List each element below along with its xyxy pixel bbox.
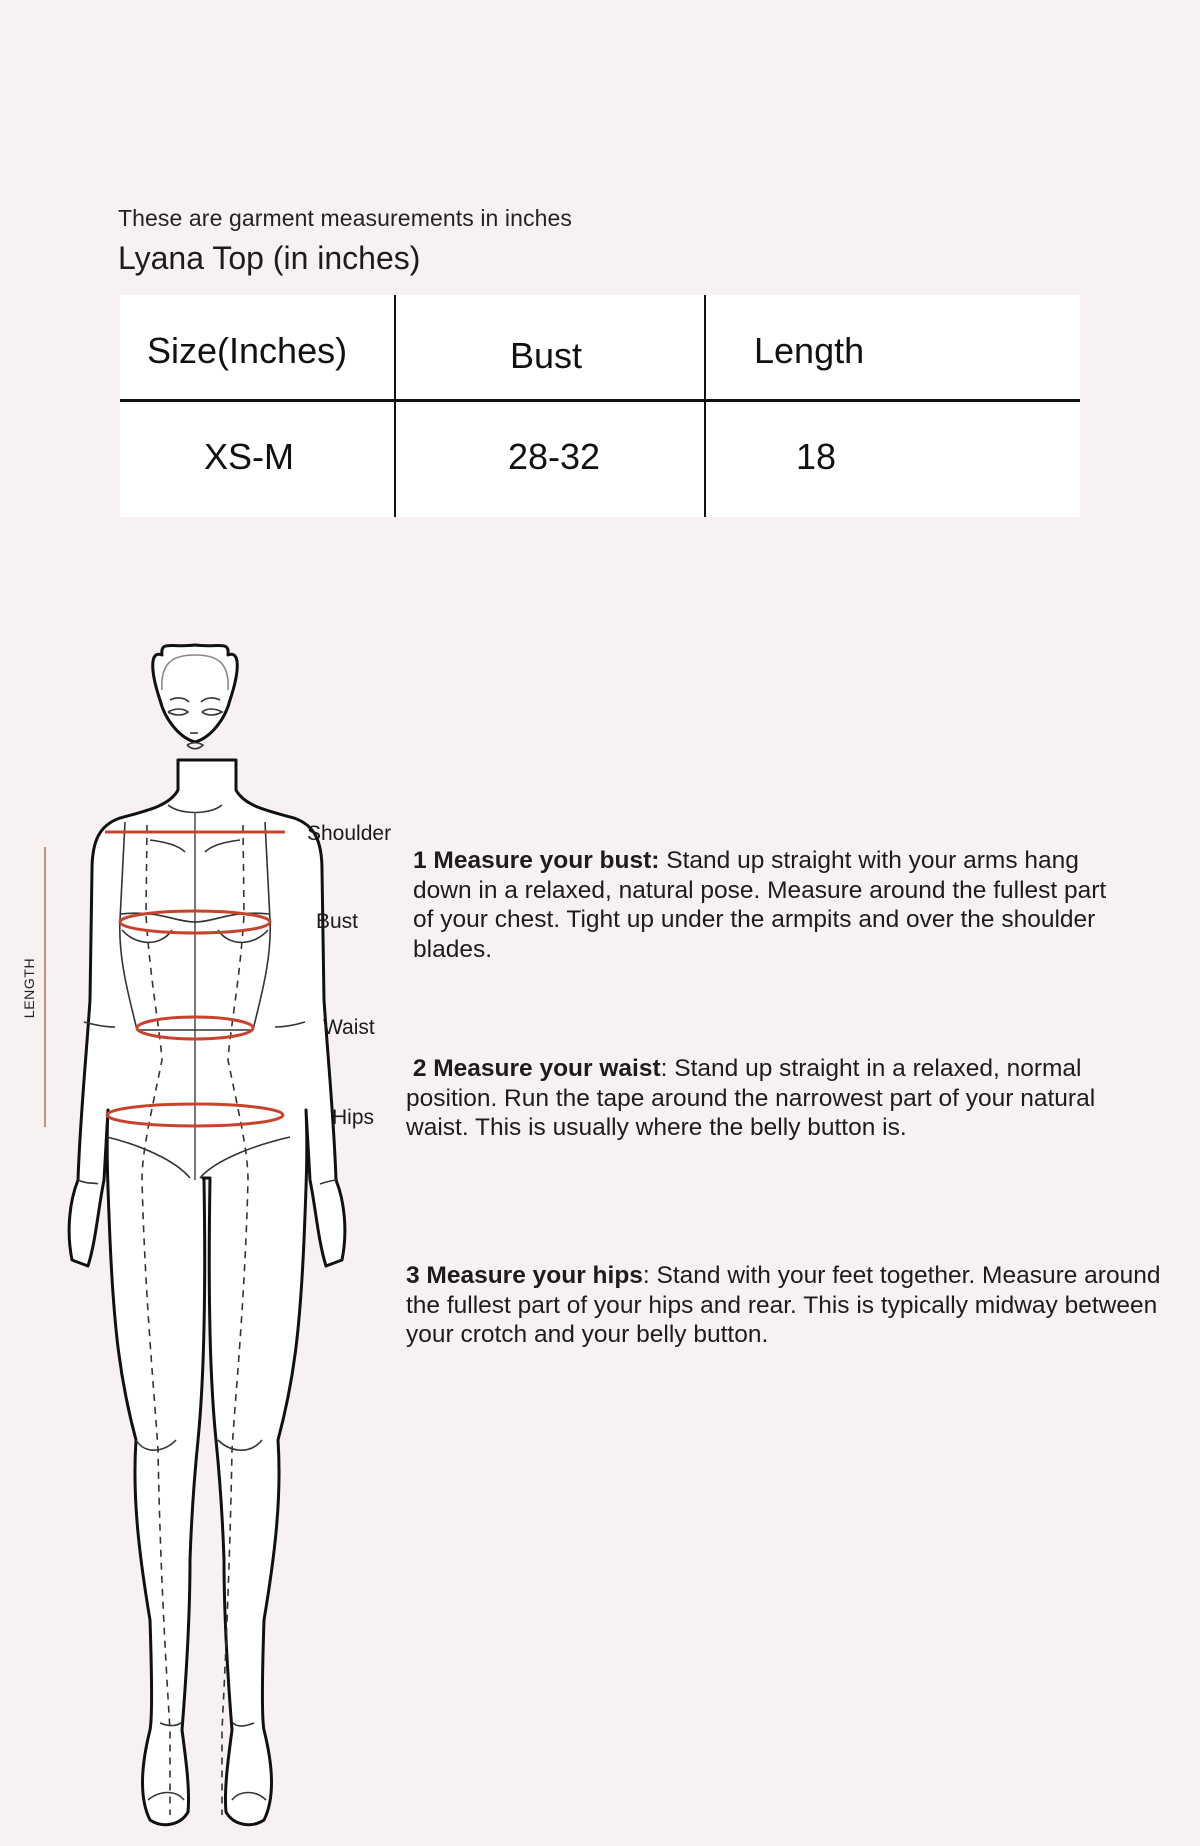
product-size-title: Lyana Top (in inches) [118, 240, 421, 276]
length-measure-line [44, 847, 46, 1127]
instruction-bust-heading: 1 Measure your bust: [413, 847, 660, 874]
instruction-hips [406, 1261, 1186, 1350]
bust-label: Bust [316, 910, 359, 933]
length-label: LENGTH [21, 957, 37, 1019]
hips-label: Hips [332, 1106, 375, 1129]
waist-label: Waist [323, 1016, 375, 1039]
cell-length: 18 [796, 436, 837, 477]
instruction-bust [406, 846, 1126, 964]
instruction-waist-heading: 2 Measure your waist [412, 1055, 661, 1082]
cell-bust: 28-32 [508, 436, 601, 477]
intro-text: These are garment measurements in inches [118, 205, 572, 231]
column-header-bust: Bust [510, 335, 583, 376]
instruction-waist [406, 1054, 1151, 1143]
instruction-waist-text: : Stand up straight in a relaxed, normal position. Run the tape around the narrowest part of your natural waist. This is usually where the belly button is. [406, 1055, 1096, 1141]
column-header-length: Length [754, 330, 865, 371]
instruction-hips-heading: 3 Measure your hips [406, 1262, 643, 1289]
column-header-size: Size(Inches) [147, 330, 348, 371]
shoulder-label: Shoulder [307, 822, 392, 845]
cell-size: XS-M [204, 436, 294, 477]
instruction-bust-text: Stand up straight with your arms hang down in a relaxed, natural pose. Measure around the fullest part of your chest. Tight up under the armpits and over the shoulder blades. [413, 847, 1107, 963]
column-divider [704, 295, 706, 517]
instruction-hips-text: : Stand with your feet together. Measure around the fullest part of your hips and rear. This is typically midway between your crotch and your belly button. [406, 1262, 1161, 1348]
